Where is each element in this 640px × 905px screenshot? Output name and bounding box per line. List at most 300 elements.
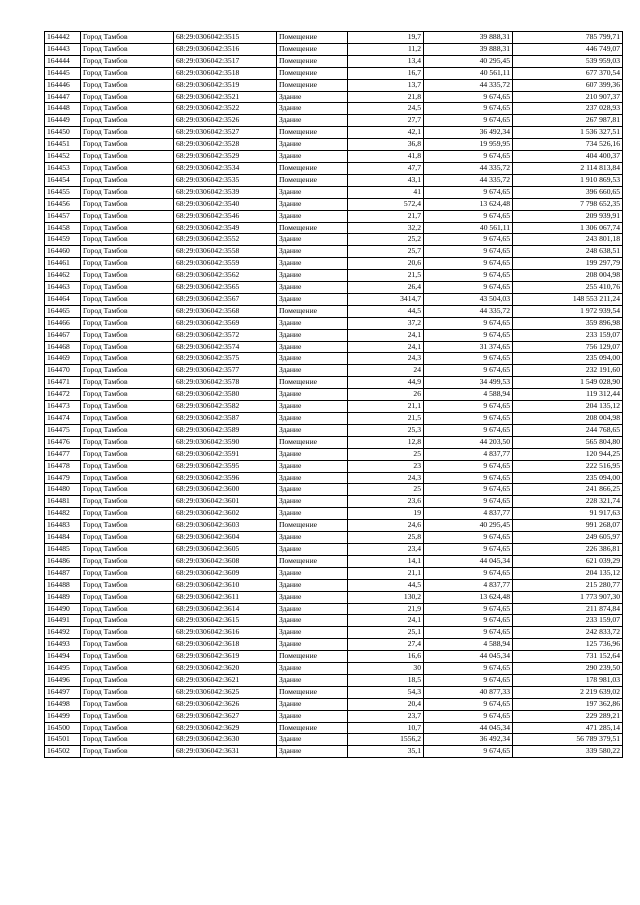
- row-number-cell: 164467: [45, 329, 81, 341]
- cadastral-value-cell: 1 306 067,74: [513, 222, 623, 234]
- specific-value-cell: 9 674,65: [424, 413, 513, 425]
- table-row: [45, 139, 623, 151]
- specific-value-cell: 9 674,65: [424, 317, 513, 329]
- object-type-cell: Помещение: [277, 651, 348, 663]
- locality-cell: Город Тамбов: [81, 353, 174, 365]
- object-type-cell: Здание: [277, 317, 348, 329]
- cadastral-value-cell: 1 773 907,30: [513, 591, 623, 603]
- cadastral-number-cell: 68:29:0306042:3574: [174, 341, 277, 353]
- area-cell: 24,1: [348, 615, 424, 627]
- locality-cell: Город Тамбов: [81, 222, 174, 234]
- cadastral-value-cell: 471 285,14: [513, 722, 623, 734]
- cadastral-value-cell: 241 866,25: [513, 484, 623, 496]
- object-type-cell: Здание: [277, 615, 348, 627]
- object-type-cell: Здание: [277, 389, 348, 401]
- object-type-cell: Здание: [277, 746, 348, 758]
- table-row: [45, 67, 623, 79]
- cadastral-value-cell: 208 004,98: [513, 413, 623, 425]
- area-cell: 24,6: [348, 520, 424, 532]
- object-type-cell: Здание: [277, 270, 348, 282]
- area-cell: 41,8: [348, 151, 424, 163]
- object-type-cell: Здание: [277, 139, 348, 151]
- cadastral-number-cell: 68:29:0306042:3552: [174, 234, 277, 246]
- area-cell: 21,9: [348, 603, 424, 615]
- table-row: [45, 567, 623, 579]
- table-row: [45, 282, 623, 294]
- table-row: [45, 413, 623, 425]
- cadastral-number-cell: 68:29:0306042:3605: [174, 543, 277, 555]
- specific-value-cell: 44 045,34: [424, 722, 513, 734]
- locality-cell: Город Тамбов: [81, 377, 174, 389]
- area-cell: 572,4: [348, 198, 424, 210]
- cadastral-number-cell: 68:29:0306042:3558: [174, 246, 277, 258]
- area-cell: 25,2: [348, 234, 424, 246]
- cadastral-number-cell: 68:29:0306042:3601: [174, 496, 277, 508]
- object-type-cell: Здание: [277, 734, 348, 746]
- table-row: [45, 377, 623, 389]
- locality-cell: Город Тамбов: [81, 472, 174, 484]
- cadastral-value-cell: 539 959,03: [513, 55, 623, 67]
- locality-cell: Город Тамбов: [81, 305, 174, 317]
- area-cell: 54,3: [348, 686, 424, 698]
- cadastral-value-cell: 2 114 813,84: [513, 162, 623, 174]
- specific-value-cell: 4 837,77: [424, 508, 513, 520]
- table-row: [45, 222, 623, 234]
- area-cell: 27,4: [348, 639, 424, 651]
- cadastral-value-cell: 339 580,22: [513, 746, 623, 758]
- row-number-cell: 164450: [45, 127, 81, 139]
- row-number-cell: 164458: [45, 222, 81, 234]
- object-type-cell: Здание: [277, 234, 348, 246]
- locality-cell: Город Тамбов: [81, 567, 174, 579]
- area-cell: 43,1: [348, 174, 424, 186]
- locality-cell: Город Тамбов: [81, 663, 174, 675]
- object-type-cell: Здание: [277, 698, 348, 710]
- object-type-cell: Здание: [277, 532, 348, 544]
- row-number-cell: 164473: [45, 401, 81, 413]
- specific-value-cell: 9 674,65: [424, 282, 513, 294]
- object-type-cell: Здание: [277, 282, 348, 294]
- cadastral-number-cell: 68:29:0306042:3610: [174, 579, 277, 591]
- row-number-cell: 164494: [45, 651, 81, 663]
- cadastral-number-cell: 68:29:0306042:3631: [174, 746, 277, 758]
- specific-value-cell: 9 674,65: [424, 627, 513, 639]
- table-row: [45, 532, 623, 544]
- specific-value-cell: 40 561,11: [424, 67, 513, 79]
- locality-cell: Город Тамбов: [81, 543, 174, 555]
- row-number-cell: 164459: [45, 234, 81, 246]
- locality-cell: Город Тамбов: [81, 484, 174, 496]
- row-number-cell: 164471: [45, 377, 81, 389]
- specific-value-cell: 44 045,34: [424, 651, 513, 663]
- table-row: [45, 722, 623, 734]
- row-number-cell: 164451: [45, 139, 81, 151]
- table-row: [45, 508, 623, 520]
- specific-value-cell: 9 674,65: [424, 424, 513, 436]
- cadastral-number-cell: 68:29:0306042:3595: [174, 460, 277, 472]
- row-number-cell: 164496: [45, 674, 81, 686]
- cadastral-number-cell: 68:29:0306042:3577: [174, 365, 277, 377]
- cadastral-number-cell: 68:29:0306042:3619: [174, 651, 277, 663]
- area-cell: 25,3: [348, 424, 424, 436]
- cadastral-number-cell: 68:29:0306042:3603: [174, 520, 277, 532]
- locality-cell: Город Тамбов: [81, 698, 174, 710]
- cadastral-value-cell: 244 768,65: [513, 424, 623, 436]
- cadastral-value-cell: 222 516,95: [513, 460, 623, 472]
- cadastral-number-cell: 68:29:0306042:3629: [174, 722, 277, 734]
- row-number-cell: 164447: [45, 91, 81, 103]
- row-number-cell: 164481: [45, 496, 81, 508]
- cadastral-value-cell: 396 660,65: [513, 186, 623, 198]
- cadastral-value-cell: 248 638,51: [513, 246, 623, 258]
- specific-value-cell: 39 888,31: [424, 43, 513, 55]
- cadastral-value-cell: 731 152,64: [513, 651, 623, 663]
- area-cell: 24,3: [348, 353, 424, 365]
- locality-cell: Город Тамбов: [81, 174, 174, 186]
- locality-cell: Город Тамбов: [81, 79, 174, 91]
- cadastral-number-cell: 68:29:0306042:3611: [174, 591, 277, 603]
- table-row: [45, 401, 623, 413]
- row-number-cell: 164446: [45, 79, 81, 91]
- table-row: [45, 460, 623, 472]
- object-type-cell: Помещение: [277, 162, 348, 174]
- cadastral-value-cell: 56 789 379,51: [513, 734, 623, 746]
- locality-cell: Город Тамбов: [81, 270, 174, 282]
- cadastral-value-cell: 232 191,60: [513, 365, 623, 377]
- row-number-cell: 164502: [45, 746, 81, 758]
- specific-value-cell: 9 674,65: [424, 615, 513, 627]
- locality-cell: Город Тамбов: [81, 210, 174, 222]
- row-number-cell: 164484: [45, 532, 81, 544]
- table-row: [45, 710, 623, 722]
- row-number-cell: 164492: [45, 627, 81, 639]
- row-number-cell: 164487: [45, 567, 81, 579]
- cadastral-value-cell: 226 386,81: [513, 543, 623, 555]
- specific-value-cell: 9 674,65: [424, 353, 513, 365]
- row-number-cell: 164499: [45, 710, 81, 722]
- specific-value-cell: 9 674,65: [424, 151, 513, 163]
- table-row: [45, 472, 623, 484]
- table-row: [45, 353, 623, 365]
- locality-cell: Город Тамбов: [81, 115, 174, 127]
- specific-value-cell: 9 674,65: [424, 674, 513, 686]
- cadastral-number-cell: 68:29:0306042:3591: [174, 448, 277, 460]
- specific-value-cell: 4 837,77: [424, 448, 513, 460]
- locality-cell: Город Тамбов: [81, 508, 174, 520]
- locality-cell: Город Тамбов: [81, 32, 174, 44]
- cadastral-value-cell: 233 159,07: [513, 329, 623, 341]
- row-number-cell: 164455: [45, 186, 81, 198]
- cadastral-number-cell: 68:29:0306042:3522: [174, 103, 277, 115]
- specific-value-cell: 13 624,48: [424, 591, 513, 603]
- object-type-cell: Помещение: [277, 127, 348, 139]
- object-type-cell: Здание: [277, 508, 348, 520]
- cadastral-number-cell: 68:29:0306042:3518: [174, 67, 277, 79]
- table-row: [45, 91, 623, 103]
- table-row: [45, 79, 623, 91]
- specific-value-cell: 9 674,65: [424, 401, 513, 413]
- cadastral-number-cell: 68:29:0306042:3567: [174, 293, 277, 305]
- table-row: [45, 43, 623, 55]
- table-row: [45, 270, 623, 282]
- cadastral-number-cell: 68:29:0306042:3546: [174, 210, 277, 222]
- specific-value-cell: 9 674,65: [424, 698, 513, 710]
- table-row: [45, 127, 623, 139]
- locality-cell: Город Тамбов: [81, 317, 174, 329]
- cadastral-value-cell: 211 874,84: [513, 603, 623, 615]
- row-number-cell: 164480: [45, 484, 81, 496]
- area-cell: 12,8: [348, 436, 424, 448]
- specific-value-cell: 34 499,53: [424, 377, 513, 389]
- cadastral-value-cell: 197 362,86: [513, 698, 623, 710]
- row-number-cell: 164470: [45, 365, 81, 377]
- area-cell: 23,7: [348, 710, 424, 722]
- area-cell: 25,8: [348, 532, 424, 544]
- cadastral-value-table: [44, 31, 623, 758]
- area-cell: 23,6: [348, 496, 424, 508]
- area-cell: 26: [348, 389, 424, 401]
- specific-value-cell: 36 492,34: [424, 734, 513, 746]
- cadastral-number-cell: 68:29:0306042:3580: [174, 389, 277, 401]
- object-type-cell: Здание: [277, 186, 348, 198]
- specific-value-cell: 4 588,94: [424, 639, 513, 651]
- cadastral-number-cell: 68:29:0306042:3602: [174, 508, 277, 520]
- locality-cell: Город Тамбов: [81, 710, 174, 722]
- area-cell: 25: [348, 448, 424, 460]
- cadastral-number-cell: 68:29:0306042:3559: [174, 258, 277, 270]
- row-number-cell: 164490: [45, 603, 81, 615]
- area-cell: 21,5: [348, 270, 424, 282]
- area-cell: 24,1: [348, 341, 424, 353]
- specific-value-cell: 43 504,03: [424, 293, 513, 305]
- specific-value-cell: 44 335,72: [424, 305, 513, 317]
- row-number-cell: 164479: [45, 472, 81, 484]
- cadastral-value-cell: 210 907,37: [513, 91, 623, 103]
- area-cell: 11,2: [348, 43, 424, 55]
- object-type-cell: Здание: [277, 484, 348, 496]
- cadastral-value-cell: 1 910 869,53: [513, 174, 623, 186]
- locality-cell: Город Тамбов: [81, 329, 174, 341]
- area-cell: 18,5: [348, 674, 424, 686]
- area-cell: 13,7: [348, 79, 424, 91]
- locality-cell: Город Тамбов: [81, 186, 174, 198]
- table-row: [45, 103, 623, 115]
- cadastral-value-cell: 233 159,07: [513, 615, 623, 627]
- area-cell: 32,2: [348, 222, 424, 234]
- row-number-cell: 164483: [45, 520, 81, 532]
- specific-value-cell: 9 674,65: [424, 746, 513, 758]
- table-row: [45, 663, 623, 675]
- area-cell: 37,2: [348, 317, 424, 329]
- object-type-cell: Помещение: [277, 520, 348, 532]
- cadastral-number-cell: 68:29:0306042:3534: [174, 162, 277, 174]
- area-cell: 23,4: [348, 543, 424, 555]
- cadastral-number-cell: 68:29:0306042:3589: [174, 424, 277, 436]
- locality-cell: Город Тамбов: [81, 162, 174, 174]
- row-number-cell: 164442: [45, 32, 81, 44]
- specific-value-cell: 9 674,65: [424, 234, 513, 246]
- cadastral-number-cell: 68:29:0306042:3528: [174, 139, 277, 151]
- locality-cell: Город Тамбов: [81, 520, 174, 532]
- specific-value-cell: 9 674,65: [424, 115, 513, 127]
- locality-cell: Город Тамбов: [81, 139, 174, 151]
- locality-cell: Город Тамбов: [81, 746, 174, 758]
- table-row: [45, 591, 623, 603]
- table-row: [45, 365, 623, 377]
- cadastral-value-cell: 7 798 652,35: [513, 198, 623, 210]
- row-number-cell: 164444: [45, 55, 81, 67]
- locality-cell: Город Тамбов: [81, 460, 174, 472]
- locality-cell: Город Тамбов: [81, 246, 174, 258]
- area-cell: 19,7: [348, 32, 424, 44]
- area-cell: 24,1: [348, 329, 424, 341]
- object-type-cell: Помещение: [277, 722, 348, 734]
- table-row: [45, 246, 623, 258]
- table-row: [45, 293, 623, 305]
- object-type-cell: Здание: [277, 413, 348, 425]
- cadastral-number-cell: 68:29:0306042:3519: [174, 79, 277, 91]
- locality-cell: Город Тамбов: [81, 496, 174, 508]
- area-cell: 19: [348, 508, 424, 520]
- object-type-cell: Здание: [277, 115, 348, 127]
- row-number-cell: 164495: [45, 663, 81, 675]
- cadastral-value-cell: 228 321,74: [513, 496, 623, 508]
- cadastral-value-cell: 1 972 939,54: [513, 305, 623, 317]
- cadastral-value-cell: 199 297,79: [513, 258, 623, 270]
- locality-cell: Город Тамбов: [81, 532, 174, 544]
- table-row: [45, 186, 623, 198]
- locality-cell: Город Тамбов: [81, 555, 174, 567]
- cadastral-value-cell: 1 549 028,90: [513, 377, 623, 389]
- specific-value-cell: 9 674,65: [424, 365, 513, 377]
- area-cell: 25,1: [348, 627, 424, 639]
- row-number-cell: 164474: [45, 413, 81, 425]
- row-number-cell: 164449: [45, 115, 81, 127]
- cadastral-number-cell: 68:29:0306042:3517: [174, 55, 277, 67]
- cadastral-value-cell: 208 004,98: [513, 270, 623, 282]
- cadastral-value-cell: 178 981,03: [513, 674, 623, 686]
- row-number-cell: 164485: [45, 543, 81, 555]
- cadastral-number-cell: 68:29:0306042:3515: [174, 32, 277, 44]
- cadastral-value-cell: 607 399,36: [513, 79, 623, 91]
- object-type-cell: Здание: [277, 674, 348, 686]
- specific-value-cell: 9 674,65: [424, 210, 513, 222]
- locality-cell: Город Тамбов: [81, 389, 174, 401]
- cadastral-value-cell: 359 896,98: [513, 317, 623, 329]
- row-number-cell: 164472: [45, 389, 81, 401]
- table-row: [45, 639, 623, 651]
- row-number-cell: 164465: [45, 305, 81, 317]
- row-number-cell: 164453: [45, 162, 81, 174]
- locality-cell: Город Тамбов: [81, 615, 174, 627]
- table-row: [45, 543, 623, 555]
- specific-value-cell: 9 674,65: [424, 496, 513, 508]
- area-cell: 130,2: [348, 591, 424, 603]
- specific-value-cell: 9 674,65: [424, 186, 513, 198]
- object-type-cell: Помещение: [277, 377, 348, 389]
- row-number-cell: 164486: [45, 555, 81, 567]
- object-type-cell: Здание: [277, 341, 348, 353]
- cadastral-number-cell: 68:29:0306042:3535: [174, 174, 277, 186]
- specific-value-cell: 44 335,72: [424, 79, 513, 91]
- locality-cell: Город Тамбов: [81, 91, 174, 103]
- area-cell: 21,8: [348, 91, 424, 103]
- locality-cell: Город Тамбов: [81, 103, 174, 115]
- row-number-cell: 164488: [45, 579, 81, 591]
- cadastral-number-cell: 68:29:0306042:3540: [174, 198, 277, 210]
- area-cell: 21,7: [348, 210, 424, 222]
- specific-value-cell: 9 674,65: [424, 532, 513, 544]
- cadastral-number-cell: 68:29:0306042:3562: [174, 270, 277, 282]
- row-number-cell: 164468: [45, 341, 81, 353]
- area-cell: 24,3: [348, 472, 424, 484]
- object-type-cell: Здание: [277, 246, 348, 258]
- table-row: [45, 436, 623, 448]
- cadastral-value-cell: 621 039,29: [513, 555, 623, 567]
- area-cell: 16,7: [348, 67, 424, 79]
- row-number-cell: 164493: [45, 639, 81, 651]
- locality-cell: Город Тамбов: [81, 258, 174, 270]
- locality-cell: Город Тамбов: [81, 734, 174, 746]
- cadastral-value-cell: 785 799,71: [513, 32, 623, 44]
- row-number-cell: 164500: [45, 722, 81, 734]
- locality-cell: Город Тамбов: [81, 603, 174, 615]
- table-row: [45, 579, 623, 591]
- table-row: [45, 734, 623, 746]
- row-number-cell: 164461: [45, 258, 81, 270]
- specific-value-cell: 9 674,65: [424, 246, 513, 258]
- row-number-cell: 164478: [45, 460, 81, 472]
- cadastral-number-cell: 68:29:0306042:3604: [174, 532, 277, 544]
- locality-cell: Город Тамбов: [81, 686, 174, 698]
- cadastral-value-cell: 91 917,63: [513, 508, 623, 520]
- object-type-cell: Здание: [277, 103, 348, 115]
- cadastral-value-cell: 267 987,81: [513, 115, 623, 127]
- row-number-cell: 164454: [45, 174, 81, 186]
- locality-cell: Город Тамбов: [81, 579, 174, 591]
- object-type-cell: Здание: [277, 591, 348, 603]
- table-row: [45, 555, 623, 567]
- locality-cell: Город Тамбов: [81, 198, 174, 210]
- table-row: [45, 32, 623, 44]
- area-cell: 21,1: [348, 401, 424, 413]
- locality-cell: Город Тамбов: [81, 341, 174, 353]
- table-row: [45, 615, 623, 627]
- row-number-cell: 164443: [45, 43, 81, 55]
- object-type-cell: Здание: [277, 543, 348, 555]
- row-number-cell: 164477: [45, 448, 81, 460]
- cadastral-value-cell: 235 094,00: [513, 353, 623, 365]
- cadastral-number-cell: 68:29:0306042:3539: [174, 186, 277, 198]
- area-cell: 10,7: [348, 722, 424, 734]
- cadastral-value-cell: 215 280,77: [513, 579, 623, 591]
- specific-value-cell: 13 624,48: [424, 198, 513, 210]
- row-number-cell: 164482: [45, 508, 81, 520]
- locality-cell: Город Тамбов: [81, 436, 174, 448]
- cadastral-value-cell: 119 312,44: [513, 389, 623, 401]
- area-cell: 20,6: [348, 258, 424, 270]
- object-type-cell: Здание: [277, 627, 348, 639]
- object-type-cell: Здание: [277, 603, 348, 615]
- cadastral-number-cell: 68:29:0306042:3549: [174, 222, 277, 234]
- specific-value-cell: 9 674,65: [424, 270, 513, 282]
- area-cell: 26,4: [348, 282, 424, 294]
- object-type-cell: Здание: [277, 639, 348, 651]
- object-type-cell: Помещение: [277, 55, 348, 67]
- table-row: [45, 305, 623, 317]
- object-type-cell: Помещение: [277, 555, 348, 567]
- cadastral-value-cell: 734 526,16: [513, 139, 623, 151]
